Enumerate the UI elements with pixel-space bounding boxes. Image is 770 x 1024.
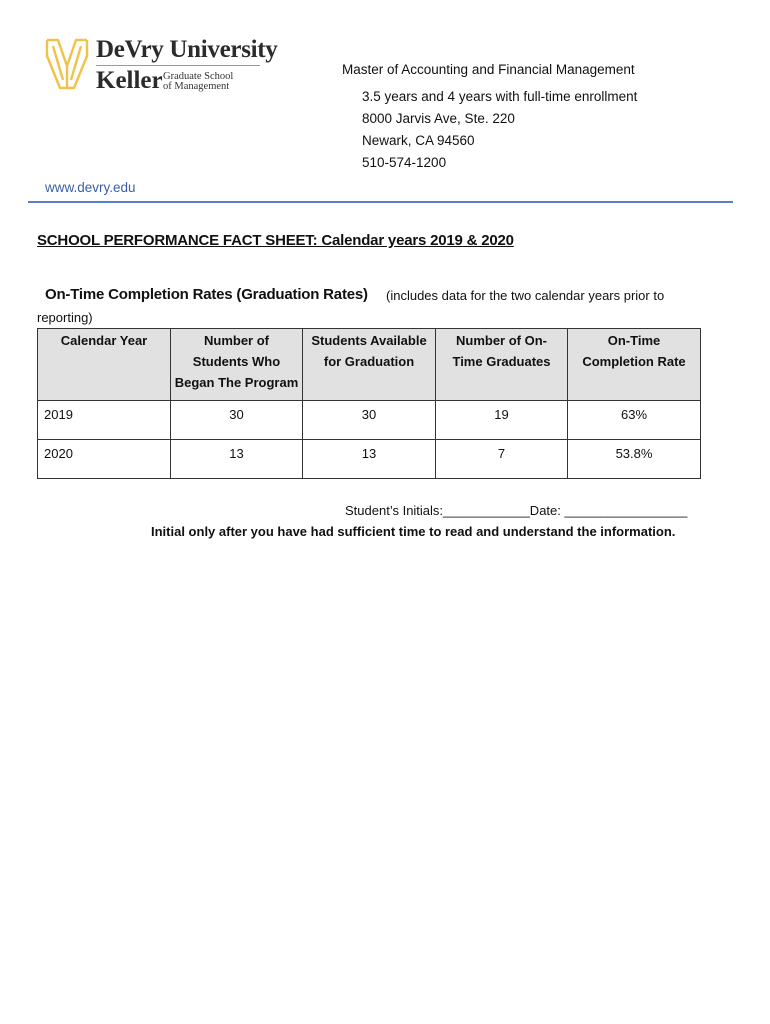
section-note-continued: reporting) — [37, 310, 93, 325]
header-line: On-Time — [607, 333, 661, 348]
header-line: Calendar Year — [60, 333, 148, 348]
header-calendar-year — [38, 329, 171, 401]
table-row — [38, 440, 701, 479]
header-line: Time Graduates — [452, 354, 551, 369]
header-line: Completion Rate — [582, 354, 686, 369]
completion-rates-table — [37, 328, 701, 479]
cell-students-available: 13 — [303, 440, 436, 479]
program-duration: 3.5 years and 4 years with full-time enrollment — [362, 89, 638, 104]
header-line: Number of — [204, 333, 269, 348]
logo-graduate-school — [163, 72, 233, 91]
table-header-row — [38, 329, 701, 401]
table-row — [38, 401, 701, 440]
devry-keller-logo — [44, 36, 278, 94]
logo-sub-line-2: of Management — [163, 80, 230, 92]
cell-on-time-graduates: 19 — [436, 401, 568, 440]
initial-instruction: Initial only after you have had sufficient time to read and understand the information. — [151, 524, 676, 539]
logo-keller: Keller — [96, 67, 163, 94]
initials-date-line: Student’s Initials:____________Date: _________________ — [345, 503, 688, 518]
cell-students-began: 13 — [171, 440, 303, 479]
phone-number: 510-574-1200 — [362, 155, 447, 170]
website-link[interactable]: www.devry.edu — [45, 180, 136, 195]
header-line: Students Who — [192, 354, 281, 369]
section-note: (includes data for the two calendar years prior to — [386, 288, 665, 303]
cell-calendar-year: 2019 — [38, 401, 171, 440]
cell-students-began: 30 — [171, 401, 303, 440]
section-title: On-Time Completion Rates (Graduation Rates) — [45, 286, 368, 303]
header-line: Number of On- — [456, 333, 547, 348]
cell-completion-rate: 53.8% — [568, 440, 701, 479]
header-line: Students Available — [311, 333, 427, 348]
cell-on-time-graduates: 7 — [436, 440, 568, 479]
address-line-1: 8000 Jarvis Ave, Ste. 220 — [362, 111, 515, 126]
logo-sub-line-1: Graduate School — [163, 71, 234, 82]
logo-divider — [96, 65, 260, 66]
address-line-2: Newark, CA 94560 — [362, 133, 475, 148]
header-line: Began The Program — [174, 375, 299, 390]
header-students-began — [171, 329, 303, 401]
header-line: for Graduation — [323, 354, 415, 369]
logo-devry-university: DeVry University — [96, 36, 278, 63]
page-title: SCHOOL PERFORMANCE FACT SHEET: Calendar years 2019 & 2020 — [37, 232, 514, 249]
shield-logo-icon — [44, 36, 90, 92]
cell-calendar-year: 2020 — [38, 440, 171, 479]
header-divider — [28, 201, 733, 203]
header-students-available — [303, 329, 436, 401]
header-on-time-graduates — [436, 329, 568, 401]
cell-completion-rate: 63% — [568, 401, 701, 440]
program-name: Master of Accounting and Financial Management — [342, 62, 635, 77]
header-completion-rate — [568, 329, 701, 401]
cell-students-available: 30 — [303, 401, 436, 440]
